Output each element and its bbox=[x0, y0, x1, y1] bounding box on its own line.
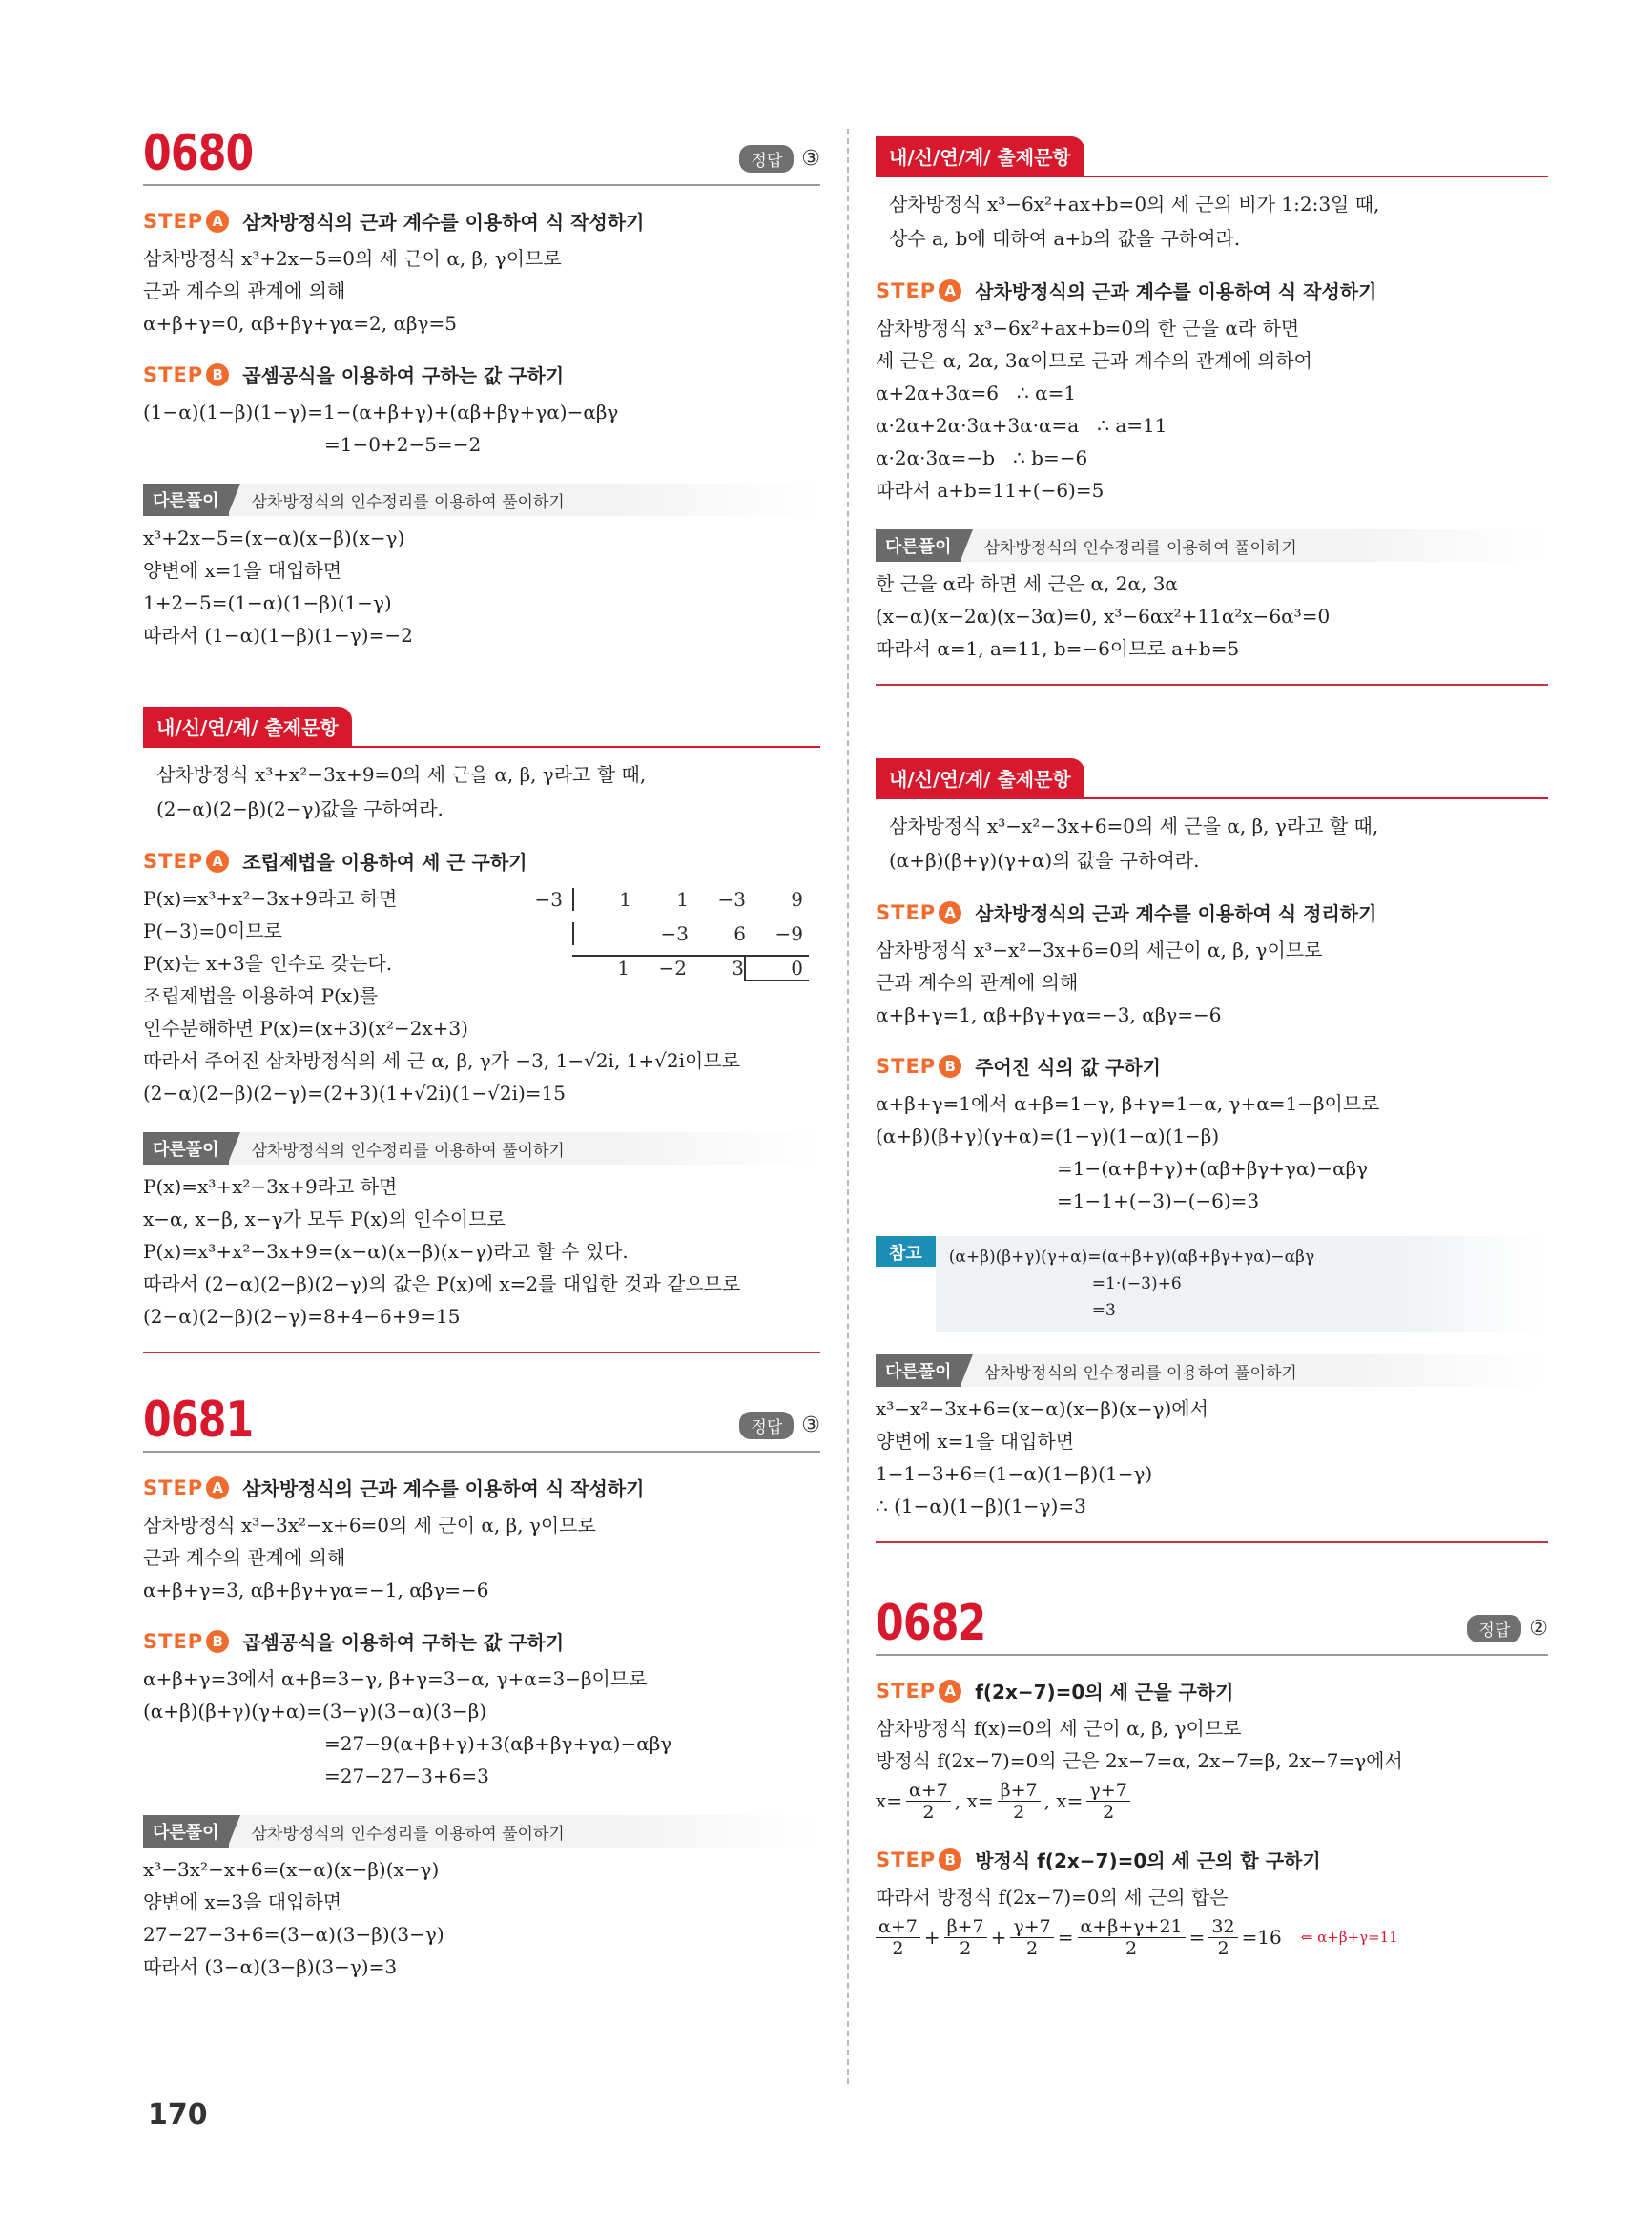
alt-description: 삼차방정식의 인수정리를 이용하여 풀이하기 bbox=[251, 1824, 565, 1844]
step-label: STEP bbox=[876, 900, 937, 924]
alt-description: 삼차방정식의 인수정리를 이용하여 풀이하기 bbox=[983, 538, 1297, 558]
step-label: STEP bbox=[876, 1679, 937, 1703]
coef: 6 bbox=[733, 922, 746, 945]
answer-box bbox=[1467, 1615, 1548, 1642]
side-note: ⇐ α+β+γ=11 bbox=[1300, 1929, 1398, 1946]
step-title: 삼차방정식의 근과 계수를 이용하여 식 작성하기 bbox=[975, 280, 1377, 303]
solution-line: x−α, x−β, x−γ가 모두 P(x)의 인수이므로 bbox=[143, 1208, 506, 1230]
page-number: 170 bbox=[148, 2098, 208, 2132]
plus-sign: + bbox=[990, 1926, 1007, 1949]
denominator: 2 bbox=[1103, 1801, 1115, 1823]
solution-line: α+2α+3α=6 ∴ α=1 bbox=[876, 382, 1077, 404]
solution-line: α+β+γ=1에서 α+β=1−γ, β+γ=1−α, γ+α=1−β이므로 bbox=[876, 1092, 1380, 1115]
alt-description: 삼차방정식의 인수정리를 이용하여 풀이하기 bbox=[251, 492, 565, 512]
step-label: STEP bbox=[143, 209, 204, 233]
denominator: 2 bbox=[1026, 1937, 1039, 1959]
step-title: 방정식 f(2x−7)=0의 세 근의 합 구하기 bbox=[975, 1849, 1321, 1872]
denominator: 2 bbox=[922, 1801, 935, 1823]
denominator: 2 bbox=[1013, 1801, 1025, 1823]
answer-tag: 정답 bbox=[1467, 1615, 1521, 1642]
question-header bbox=[143, 1392, 820, 1453]
solution-line: 양변에 x=3을 대입하면 bbox=[143, 1890, 342, 1913]
numerator: β+7 bbox=[944, 1916, 987, 1938]
denominator: 2 bbox=[892, 1937, 904, 1959]
fraction bbox=[1208, 1916, 1237, 1959]
numerator: γ+7 bbox=[1086, 1780, 1129, 1802]
solution-line: 인수분해하면 P(x)=(x+3)(x²−2x+3) bbox=[143, 1017, 468, 1040]
reference-line: =3 bbox=[1091, 1301, 1116, 1320]
coef bbox=[574, 922, 631, 945]
step-b-header bbox=[876, 1052, 1548, 1080]
reference-line: =1·(−3)+6 bbox=[1091, 1274, 1182, 1293]
naesin-problem-2 bbox=[876, 136, 1548, 686]
solution-line: (x−α)(x−2α)(x−3α)=0, x³−6αx²+11α²x−6α³=0 bbox=[876, 605, 1331, 628]
synthetic-division bbox=[515, 882, 811, 985]
step-title: 삼차방정식의 근과 계수를 이용하여 식 정리하기 bbox=[975, 902, 1377, 925]
step-letter: A bbox=[206, 210, 229, 233]
solution-line: 따라서 a+b=11+(−6)=5 bbox=[876, 479, 1105, 502]
equals-sign: = bbox=[1188, 1926, 1206, 1949]
reference-line: (α+β)(β+γ)(γ+α)=(α+β+γ)(αβ+βγ+γα)−αβγ bbox=[948, 1248, 1315, 1267]
step-a-header bbox=[876, 1677, 1548, 1704]
coef: 9 bbox=[791, 888, 803, 911]
naesin-header bbox=[876, 136, 1548, 177]
solution-line: 삼차방정식 f(x)=0의 세 근이 α, β, γ이므로 bbox=[876, 1717, 1242, 1740]
step-label: STEP bbox=[143, 362, 204, 386]
denominator: 2 bbox=[1125, 1937, 1138, 1959]
left-column bbox=[143, 125, 820, 1983]
right-column bbox=[876, 129, 1548, 1961]
coef: −3 bbox=[660, 922, 689, 945]
solution-line: α+β+γ=0, αβ+βγ+γα=2, αβγ=5 bbox=[143, 312, 457, 335]
solution-line: 따라서 주어진 삼차방정식의 세 근 α, β, γ가 −3, 1−√2i, 1+√2i이므로 bbox=[143, 1049, 740, 1072]
alt-tag: 다른풀이 bbox=[143, 484, 229, 516]
solution-line: 삼차방정식 x³−6x²+ax+b=0의 한 근을 α라 하면 bbox=[876, 317, 1300, 340]
solution-line: 삼차방정식 x³−x²−3x+6=0의 세근이 α, β, γ이므로 bbox=[876, 939, 1323, 961]
alt-tag: 다른풀이 bbox=[876, 1354, 961, 1387]
solution-line: 삼차방정식 x³−3x²−x+6=0의 세 근이 α, β, γ이므로 bbox=[143, 1514, 596, 1537]
solution-line: α+β+γ=3, αβ+βγ+γα=−1, αβγ=−6 bbox=[143, 1579, 489, 1601]
section-end-rule bbox=[876, 684, 1548, 686]
solution-line: 세 근은 α, 2α, 3α이므로 근과 계수의 관계에 의하여 bbox=[876, 349, 1312, 372]
sum-fraction-line bbox=[876, 1913, 1548, 1961]
question-header bbox=[143, 125, 820, 186]
alt-description: 삼차방정식의 인수정리를 이용하여 풀이하기 bbox=[251, 1141, 565, 1161]
reference-body bbox=[936, 1236, 1548, 1332]
alternative-solution-header bbox=[876, 1354, 1548, 1387]
denominator: 2 bbox=[960, 1937, 972, 1959]
coef: 1 bbox=[676, 888, 689, 911]
numerator: β+7 bbox=[998, 1780, 1041, 1802]
denominator: 2 bbox=[1217, 1937, 1229, 1959]
numerator: α+7 bbox=[906, 1780, 951, 1802]
problem-line: (2−α)(2−β)(2−γ)값을 구하여라. bbox=[156, 797, 444, 820]
step-label: STEP bbox=[876, 1054, 937, 1078]
step-letter: B bbox=[206, 363, 229, 386]
step-title: 삼차방정식의 근과 계수를 이용하여 식 작성하기 bbox=[242, 211, 645, 234]
step-letter: A bbox=[939, 279, 961, 302]
solution-line: 27−27−3+6=(3−α)(3−β)(3−γ) bbox=[143, 1923, 444, 1946]
solution-line: 따라서 (1−α)(1−β)(1−γ)=−2 bbox=[143, 624, 413, 647]
naesin-badge: 내/신/연/계/ 출제문항 bbox=[143, 707, 352, 746]
problem-text bbox=[143, 748, 820, 826]
coef: 1 bbox=[617, 957, 630, 980]
answer-tag: 정답 bbox=[739, 145, 794, 173]
coef: −9 bbox=[774, 922, 803, 945]
numerator: 32 bbox=[1208, 1916, 1237, 1938]
step-label: STEP bbox=[143, 1629, 204, 1653]
solution-line: (α+β)(β+γ)(γ+α)=(3−γ)(3−α)(3−β) bbox=[143, 1700, 487, 1723]
synthetic-division-area bbox=[143, 882, 820, 1109]
step-label: STEP bbox=[876, 279, 937, 302]
reference-tag: 참고 bbox=[876, 1236, 936, 1267]
problem-text bbox=[876, 177, 1548, 256]
naesin-problem-3 bbox=[876, 758, 1548, 1543]
step-b-header bbox=[143, 361, 820, 388]
separator: , x= bbox=[954, 1789, 994, 1812]
solution-line: x³+2x−5=(x−α)(x−β)(x−γ) bbox=[143, 527, 405, 549]
question-0681 bbox=[143, 1392, 820, 1983]
step-title: 조립제법을 이용하여 세 근 구하기 bbox=[242, 851, 527, 874]
coef: −2 bbox=[658, 957, 687, 980]
step-letter: B bbox=[939, 1055, 961, 1078]
step-title: 삼차방정식의 근과 계수를 이용하여 식 작성하기 bbox=[242, 1477, 645, 1500]
section-end-rule bbox=[143, 1352, 820, 1353]
coef: 1 bbox=[619, 888, 631, 911]
fraction bbox=[1010, 1916, 1053, 1959]
fraction bbox=[998, 1780, 1041, 1823]
step-letter: A bbox=[206, 850, 229, 873]
answer-box bbox=[739, 145, 820, 173]
answer-value: ③ bbox=[801, 147, 820, 171]
solution-line: 방정식 f(2x−7)=0의 근은 2x−7=α, 2x−7=β, 2x−7=γ에서 bbox=[876, 1749, 1403, 1772]
solution-line: 삼차방정식 x³+2x−5=0의 세 근이 α, β, γ이므로 bbox=[143, 247, 562, 270]
step-label: STEP bbox=[143, 849, 204, 873]
solution-line: 양변에 x=1을 대입하면 bbox=[143, 559, 342, 582]
solution-line: 따라서 (2−α)(2−β)(2−γ)의 값은 P(x)에 x=2를 대입한 것과 같으므로 bbox=[143, 1272, 741, 1295]
answer-value: ② bbox=[1529, 1617, 1548, 1641]
question-number: 0680 bbox=[143, 125, 254, 182]
solution-line: 1−1−3+6=(1−α)(1−β)(1−γ) bbox=[876, 1462, 1153, 1485]
alternative-solution-header bbox=[143, 1132, 820, 1165]
separator: , x= bbox=[1043, 1789, 1084, 1812]
solution-line: 근과 계수의 관계에 의해 bbox=[876, 971, 1079, 994]
naesin-problem-1 bbox=[143, 707, 820, 1353]
step-a-header bbox=[143, 207, 820, 235]
naesin-badge: 내/신/연/계/ 출제문항 bbox=[876, 136, 1084, 176]
fraction bbox=[1078, 1916, 1186, 1959]
question-0682 bbox=[876, 1595, 1548, 1961]
solution-line: α+β+γ=3에서 α+β=3−γ, β+γ=3−α, γ+α=3−β이므로 bbox=[143, 1667, 648, 1690]
reference-box bbox=[876, 1236, 1548, 1332]
step-letter: B bbox=[206, 1630, 229, 1653]
solution-line: (1−α)(1−β)(1−γ)=1−(α+β+γ)+(αβ+βγ+γα)−αβγ bbox=[143, 401, 619, 423]
step-label: STEP bbox=[143, 1476, 204, 1499]
step-letter: A bbox=[939, 1680, 961, 1703]
result: =16 bbox=[1241, 1926, 1282, 1949]
step-a-header bbox=[876, 277, 1548, 304]
roots-fraction-line bbox=[876, 1777, 1548, 1825]
column-divider bbox=[847, 129, 849, 2084]
remainder: 0 bbox=[744, 957, 809, 981]
solution-line: 따라서 α=1, a=11, b=−6이므로 a+b=5 bbox=[876, 637, 1240, 660]
solution-line: =27−27−3+6=3 bbox=[324, 1765, 489, 1787]
solution-line: (2−α)(2−β)(2−γ)=(2+3)(1+√2i)(1−√2i)=15 bbox=[143, 1082, 566, 1105]
solution-line: 근과 계수의 관계에 의해 bbox=[143, 279, 346, 302]
divisor: −3 bbox=[534, 888, 563, 911]
solution-line: (α+β)(β+γ)(γ+α)=(1−γ)(1−α)(1−β) bbox=[876, 1125, 1220, 1147]
step-letter: A bbox=[939, 901, 961, 924]
solution-line: 한 근을 α라 하면 세 근은 α, 2α, 3α bbox=[876, 572, 1178, 595]
solution-line: P(−3)=0이므로 bbox=[143, 919, 282, 942]
solution-line: P(x)는 x+3을 인수로 갖는다. bbox=[143, 952, 393, 975]
problem-line: 삼차방정식 x³+x²−3x+9=0의 세 근을 α, β, γ라고 할 때, bbox=[156, 763, 647, 786]
problem-line: (α+β)(β+γ)(γ+α)의 값을 구하여라. bbox=[889, 849, 1200, 872]
alt-tag: 다른풀이 bbox=[876, 529, 961, 562]
step-letter: A bbox=[206, 1476, 229, 1499]
equals-sign: = bbox=[1057, 1926, 1074, 1949]
step-a-header bbox=[143, 1474, 820, 1501]
fraction bbox=[944, 1916, 987, 1959]
question-header bbox=[876, 1595, 1548, 1656]
solution-line: 1+2−5=(1−α)(1−β)(1−γ) bbox=[143, 591, 392, 614]
solution-line: 따라서 방정식 f(2x−7)=0의 세 근의 합은 bbox=[876, 1886, 1229, 1909]
naesin-badge: 내/신/연/계/ 출제문항 bbox=[876, 758, 1084, 797]
step-title: 곱셈공식을 이용하여 구하는 값 구하기 bbox=[242, 364, 565, 387]
alternative-solution-header bbox=[876, 529, 1548, 562]
naesin-header bbox=[143, 707, 820, 748]
step-a-header bbox=[876, 898, 1548, 926]
step-label: STEP bbox=[876, 1848, 937, 1871]
eq-label: x= bbox=[876, 1789, 903, 1812]
question-number: 0682 bbox=[876, 1595, 986, 1652]
alt-description: 삼차방정식의 인수정리를 이용하여 풀이하기 bbox=[983, 1363, 1297, 1383]
step-title: 주어진 식의 값 구하기 bbox=[975, 1056, 1161, 1079]
step-a-header bbox=[143, 847, 820, 875]
coef: 3 bbox=[732, 957, 744, 980]
alternative-solution-header bbox=[143, 1815, 820, 1848]
step-title: 곱셈공식을 이용하여 구하는 값 구하기 bbox=[242, 1631, 565, 1654]
solution-line: ∴ (1−α)(1−β)(1−γ)=3 bbox=[876, 1495, 1086, 1518]
step-b-header bbox=[143, 1627, 820, 1655]
step-b-header bbox=[876, 1846, 1548, 1873]
question-number: 0681 bbox=[143, 1392, 254, 1449]
section-end-rule bbox=[876, 1541, 1548, 1543]
solution-line: 근과 계수의 관계에 의해 bbox=[143, 1546, 346, 1569]
solution-line: =27−9(α+β+γ)+3(αβ+βγ+γα)−αβγ bbox=[324, 1732, 672, 1755]
solution-line: α·2α·3α=−b ∴ b=−6 bbox=[876, 446, 1088, 469]
fraction bbox=[906, 1780, 951, 1823]
alternative-solution-header bbox=[143, 484, 820, 516]
numerator: α+β+γ+21 bbox=[1078, 1916, 1186, 1938]
answer-value: ③ bbox=[801, 1414, 820, 1437]
numerator: γ+7 bbox=[1010, 1916, 1053, 1938]
solution-line: (2−α)(2−β)(2−γ)=8+4−6+9=15 bbox=[143, 1305, 461, 1328]
coef: −3 bbox=[717, 888, 746, 911]
solution-line: α+β+γ=1, αβ+βγ+γα=−3, αβγ=−6 bbox=[876, 1003, 1222, 1026]
alt-tag: 다른풀이 bbox=[143, 1815, 229, 1848]
problem-text bbox=[876, 799, 1548, 878]
problem-line: 삼차방정식 x³−6x²+ax+b=0의 세 근의 비가 1:2:3일 때, bbox=[889, 193, 1380, 216]
solution-line: =1−(α+β+γ)+(αβ+βγ+γα)−αβγ bbox=[1057, 1157, 1369, 1180]
solution-line: P(x)=x³+x²−3x+9라고 하면 bbox=[143, 1175, 398, 1198]
solution-line: P(x)=x³+x²−3x+9라고 하면 bbox=[143, 887, 398, 910]
solution-line: 조립제법을 이용하여 P(x)를 bbox=[143, 984, 379, 1007]
plus-sign: + bbox=[923, 1926, 940, 1949]
fraction bbox=[876, 1916, 920, 1959]
solution-line: 따라서 (3−α)(3−β)(3−γ)=3 bbox=[143, 1955, 398, 1978]
solution-line: x³−x²−3x+6=(x−α)(x−β)(x−γ)에서 bbox=[876, 1397, 1208, 1420]
solution-line: =1−0+2−5=−2 bbox=[324, 433, 482, 456]
naesin-header bbox=[876, 758, 1548, 799]
solution-line: =1−1+(−3)−(−6)=3 bbox=[1057, 1189, 1260, 1212]
solution-line: α·2α+2α·3α+3α·α=a ∴ a=11 bbox=[876, 414, 1167, 437]
solution-line: P(x)=x³+x²−3x+9=(x−α)(x−β)(x−γ)라고 할 수 있다. bbox=[143, 1240, 629, 1263]
problem-line: 삼차방정식 x³−x²−3x+6=0의 세 근을 α, β, γ라고 할 때, bbox=[889, 815, 1379, 837]
answer-box bbox=[739, 1412, 820, 1439]
step-title: f(2x−7)=0의 세 근을 구하기 bbox=[975, 1681, 1234, 1703]
question-0680 bbox=[143, 125, 820, 651]
step-letter: B bbox=[939, 1848, 961, 1871]
solution-line: 양변에 x=1을 대입하면 bbox=[876, 1430, 1075, 1453]
problem-line: 상수 a, b에 대하여 a+b의 값을 구하여라. bbox=[889, 227, 1241, 250]
solution-line: x³−3x²−x+6=(x−α)(x−β)(x−γ) bbox=[143, 1858, 440, 1881]
numerator: α+7 bbox=[876, 1916, 920, 1938]
alt-tag: 다른풀이 bbox=[143, 1132, 229, 1165]
fraction bbox=[1086, 1780, 1129, 1823]
answer-tag: 정답 bbox=[739, 1412, 794, 1439]
